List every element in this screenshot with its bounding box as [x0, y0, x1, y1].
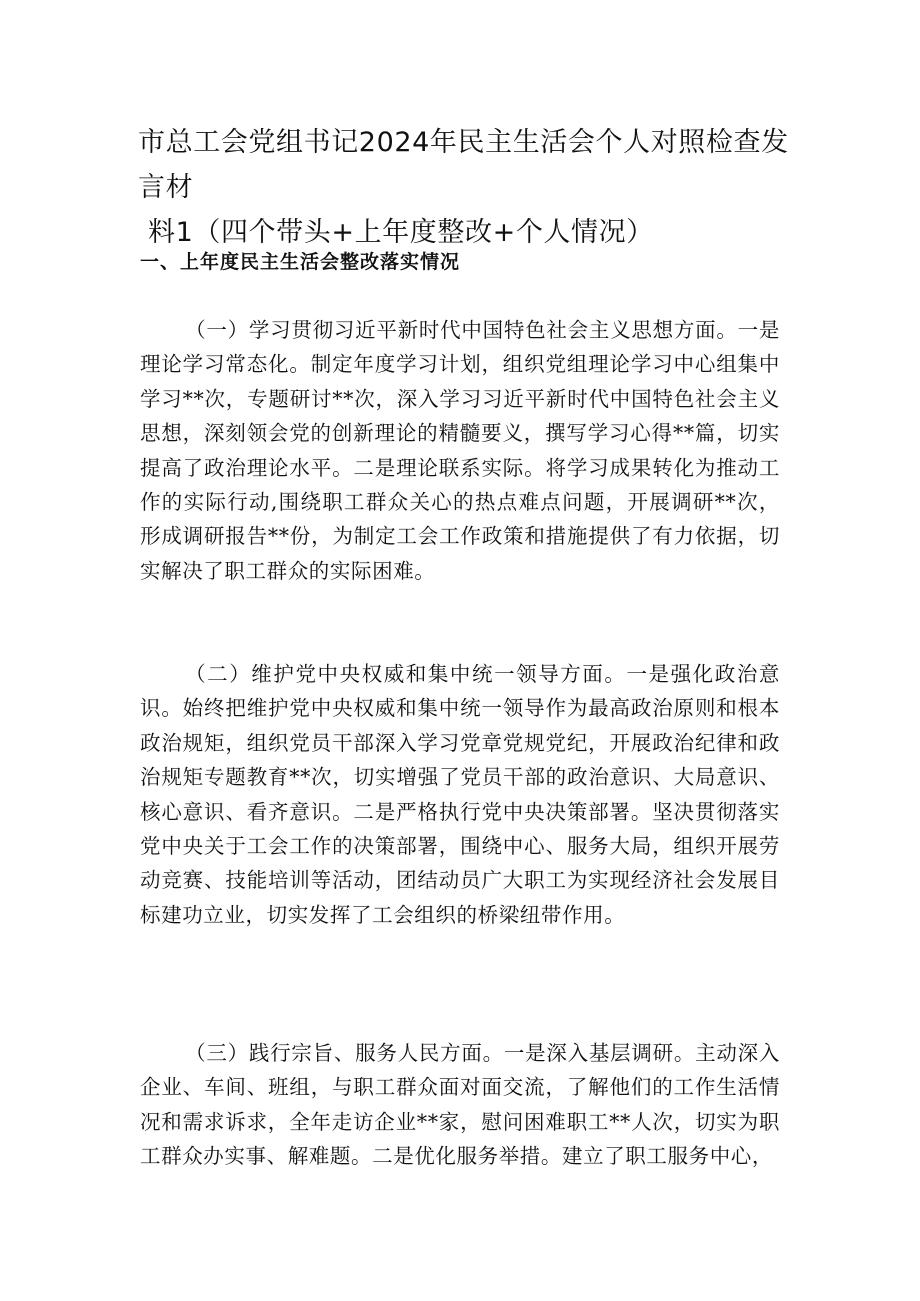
paragraph-service: （三）践行宗旨、服务人民方面。一是深入基层调研。主动深入企业、车间、班组，与职工群众面对面交流，了解他们的工作生活情况和需求诉求，全年走访企业**家，慰问困难职工**人次，切实为职工群众办实事、解难题。二是优化服务举措。建立了职工服务中心，	[140, 1041, 780, 1169]
document-title-line-1: 市总工会党组书记2024年民主生活会个人对照检查发言材	[138, 127, 789, 203]
section-heading: 一、上年度民主生活会整改落实情况	[140, 251, 461, 273]
document-title-line-2: 料1（四个带头+上年度整改+个人情况）	[148, 217, 654, 248]
paragraph-authority: （二）维护党中央权威和集中统一领导方面。一是强化政治意识。始终把维护党中央权威和集中统一领导作为最高政治原则和根本政治规矩，组织党员干部深入学习党章党规党纪，开展政治纪律和政治规矩专题教育**次，切实增强了党员干部的政治意识、大局意识、核心意识、看齐意识。二是严格执行党中央决策部署。坚决贯彻落实党中央关于工会工作的决策部署，围绕中心、服务大局，组织开展劳动竞赛、技能培训等活动，团结动员广大职工为实现经济社会发展目标建功立业，切实发挥了工会组织的桥梁纽带作用。	[140, 662, 780, 927]
document-title	[138, 120, 798, 255]
paragraph-study: （一）学习贯彻习近平新时代中国特色社会主义思想方面。一是理论学习常态化。制定年度学习计划，组织党组理论学习中心组集中学习**次，专题研讨**次，深入学习习近平新时代中国特色社会主义思想，深刻领会党的创新理论的精髓要义，撰写学习心得**篇，切实提高了政治理论水平。二是理论联系实际。将学习成果转化为推动工作的实际行动,围绕职工群众关心的热点难点问题，开展调研**次，形成调研报告**份，为制定工会工作政策和措施提供了有力依据，切实解决了职工群众的实际困难。	[140, 318, 780, 583]
